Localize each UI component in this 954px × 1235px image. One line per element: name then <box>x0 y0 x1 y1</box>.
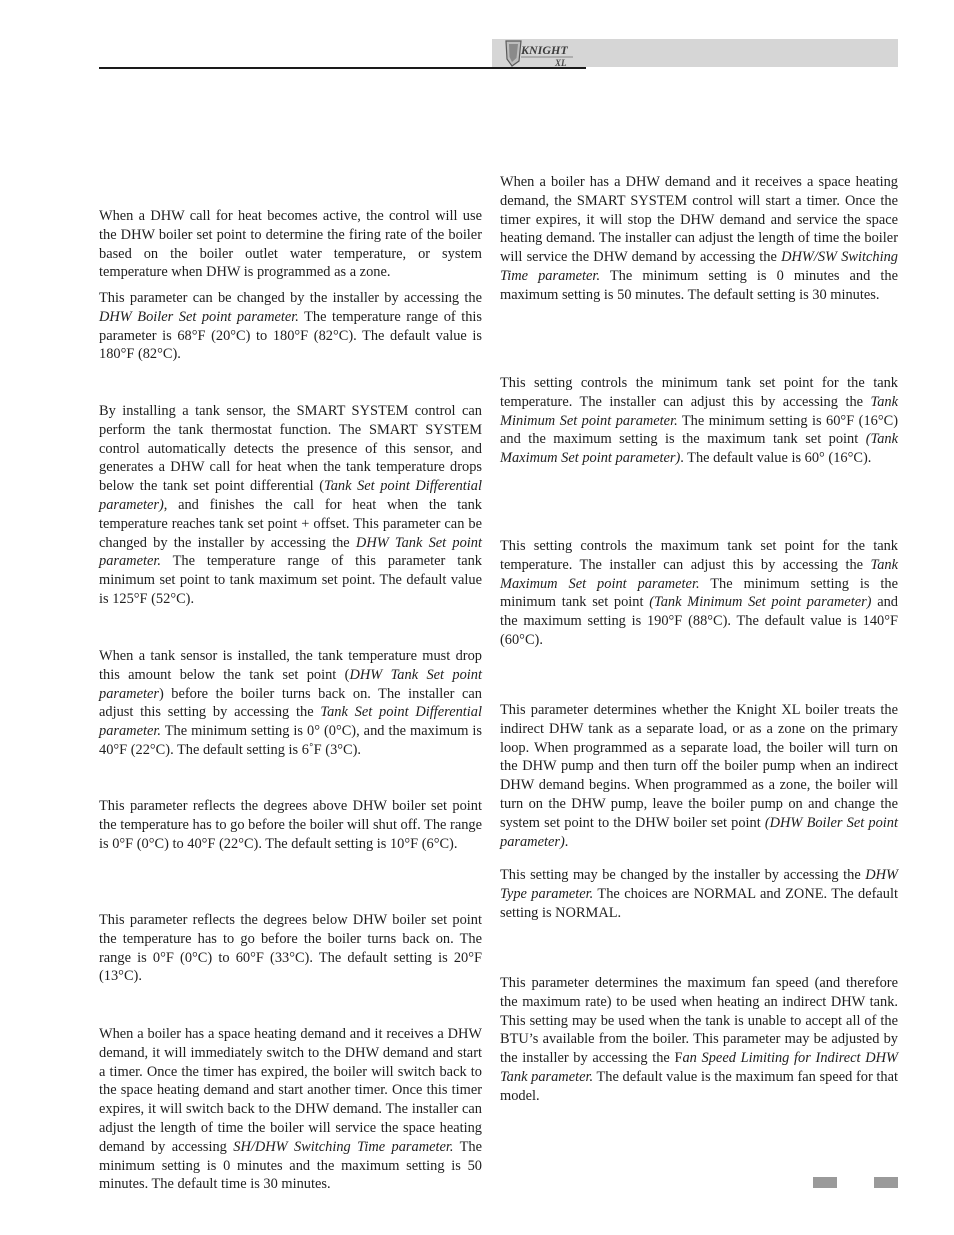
sh-dhw-switching-paragraph <box>99 1025 482 1194</box>
paragraph-text: This parameter reflects the degrees below DHW boiler set point the temperature has to go before the boiler turns back on. The range is 0°F (0°C) to 60°F (33°C). The default setting is 20°F (13°C). <box>99 912 482 985</box>
paragraph-text: When a boiler has a space heating demand and it receives a DHW demand, it will immediately switch to the DHW demand and start a timer. Once the timer has expired, the boiler will switch back to the space heating demand and start another timer. Once this timer expires, it will switch back to the DHW demand. The installer can adjust the length of time the boiler will service the space heating demand by accessing <box>99 1026 482 1155</box>
paragraph-text: The default value is the maximum fan speed for that model. <box>500 1068 898 1104</box>
paragraph-text: The minimum setting is 60°F (16°C) and the maximum setting is the maximum tank set point <box>500 412 898 448</box>
parameter-name: Tank Set point Differential parameter. <box>99 704 482 740</box>
dhw-offset-off-paragraph <box>99 797 482 853</box>
paragraph-text: When a DHW call for heat becomes active, the control will use the DHW boiler set point to determine the firing rate of the boiler based on the boiler outlet water temperature, or system temperature when DHW is programmed as a zone. <box>99 208 482 281</box>
paragraph-text: By installing a tank sensor, the SMART SYSTEM control can perform the tank thermostat function. The SMART SYSTEM control automatically detects the presence of this sensor, and generates a DHW call for heat when the tank temperature drops below the tank set point differential ( <box>99 403 482 495</box>
paragraph-text: The choices are NORMAL and ZONE. The default setting is NORMAL. <box>500 885 898 921</box>
parameter-name: DHW Type parameter. <box>500 867 898 902</box>
paragraph-text: The minimum setting is the minimum tank set point <box>500 575 898 611</box>
paragraph-text: This parameter determines whether the Knight XL boiler treats the indirect DHW tank as a separate load, or as a zone on the primary loop. When programmed as a separate load, the boiler will turn on the DHW pump and then turn off the boiler pump when an indirect DHW demand begins. When programmed as a zone, the boiler will turn on the DHW pump, leave the boiler pump on and change the system set point to the DHW boiler set point <box>500 702 898 831</box>
parameter-name: (Tank Minimum Set point parameter) <box>649 594 872 611</box>
dhw-boiler-setpoint-access <box>99 289 482 364</box>
dhw-offset-on-paragraph <box>99 911 482 986</box>
paragraph-text: This parameter can be changed by the installer by accessing the <box>99 290 482 306</box>
dhw-boiler-setpoint-intro <box>99 207 482 282</box>
parameter-name: SH/DHW Switching Time parameter. <box>233 1138 454 1155</box>
paragraph-text: When a boiler has a DHW demand and it receives a space heating demand, the SMART SYSTEM control will start a timer. Once the timer expires, it will stop the DHW demand and service the space heating demand. The installer can adjust the length of time the boiler will service the DHW demand by accessing the <box>500 174 898 266</box>
dhw-sw-switching-paragraph <box>500 173 898 305</box>
page-tab-marker-right <box>874 1177 898 1188</box>
paragraph-text: . <box>564 833 569 850</box>
paragraph-text: This parameter determines the maximum fan speed (and therefore the maximum rate) to be used when heating an indirect DHW tank. This setting may be used when the tank is unable to accept all of the BTU’s available from the boiler. This parameter may be adjusted by the installer by accessing the F <box>500 975 898 1067</box>
parameter-name: DHW/SW Switching Time parameter. <box>500 249 898 284</box>
dhw-tank-setpoint-paragraph <box>99 402 482 609</box>
parameter-name: DHW Tank Set point parameter. <box>99 534 482 570</box>
paragraph-text: The minimum setting is 0 minutes and the maximum setting is 50 minutes. The default setting is 30 minutes. <box>500 267 898 303</box>
parameter-name: (DHW Boiler Set point parameter) <box>500 814 898 850</box>
knight-xl-logo <box>503 39 583 69</box>
paragraph-text: . The default value is 60° (16°C). <box>680 450 872 467</box>
paragraph-text: , and finishes the call for heat when the tank temperature reaches tank set point + offset. This parameter can be changed by the installer by accessing the <box>99 496 482 551</box>
paragraph-text: When a tank sensor is installed, the tank temperature must drop this amount below the tank set point ( <box>99 648 482 683</box>
paragraph-text: This setting controls the maximum tank set point for the tank temperature. The installer can adjust this by accessing the <box>500 538 898 573</box>
svg-text:KNIGHT: KNIGHT <box>521 43 568 57</box>
paragraph-text: and the maximum setting is 190°F (88°C). The default value is 140°F (60°C). <box>500 594 898 648</box>
paragraph-text: This setting may be changed by the installer by accessing the <box>500 867 866 883</box>
parameter-name: DHW Boiler Set point parameter. <box>99 308 299 325</box>
page-tab-marker-left <box>813 1177 837 1188</box>
parameter-name: DHW Tank Set point parameter <box>99 666 482 702</box>
paragraph-text: The minimum setting is 0 minutes and the maximum setting is 50 minutes. The default time is 30 minutes. <box>99 1138 482 1193</box>
parameter-name: Tank Minimum Set point parameter. <box>500 393 898 429</box>
paragraph-text: The temperature range of this parameter tank minimum set point to tank maximum set point. The default value is 125°F (52°C). <box>99 553 482 607</box>
parameter-name: (Tank Maximum Set point parameter) <box>500 431 898 467</box>
fan-speed-limiting-paragraph <box>500 974 898 1106</box>
parameter-name: Tank Maximum Set point parameter. <box>500 556 898 592</box>
paragraph-text: The minimum setting is 0° (0°C), and the maximum is 40°F (22°C). The default setting is 6˚F (3°C). <box>99 723 482 758</box>
dhw-type-access-paragraph <box>500 866 898 922</box>
parameter-name: Tank Set point Differential parameter) <box>99 478 483 513</box>
svg-text:XL: XL <box>555 58 567 68</box>
tank-minimum-setpoint-paragraph <box>500 374 898 468</box>
paragraph-text: This setting controls the minimum tank set point for the tank temperature. The installer can adjust this by accessing the <box>500 375 898 410</box>
parameter-name: an Speed Limiting for Indirect DHW Tank parameter. <box>500 1050 898 1085</box>
tank-maximum-setpoint-paragraph <box>500 537 898 650</box>
dhw-type-paragraph <box>500 701 898 851</box>
paragraph-text: ) before the boiler turns back on. The installer can adjust this setting by accessing the <box>99 685 482 721</box>
paragraph-text: This parameter reflects the degrees above DHW boiler set point the temperature has to go before the boiler will shut off. The range is 0°F (0°C) to 40°F (22°C). The default setting is 10°F (6°C). <box>99 798 482 852</box>
paragraph-text: The temperature range of this parameter is 68°F (20°C) to 180°F (82°C). The default value is 180°F (82°C). <box>99 308 482 363</box>
tank-setpoint-differential-paragraph <box>99 647 482 760</box>
